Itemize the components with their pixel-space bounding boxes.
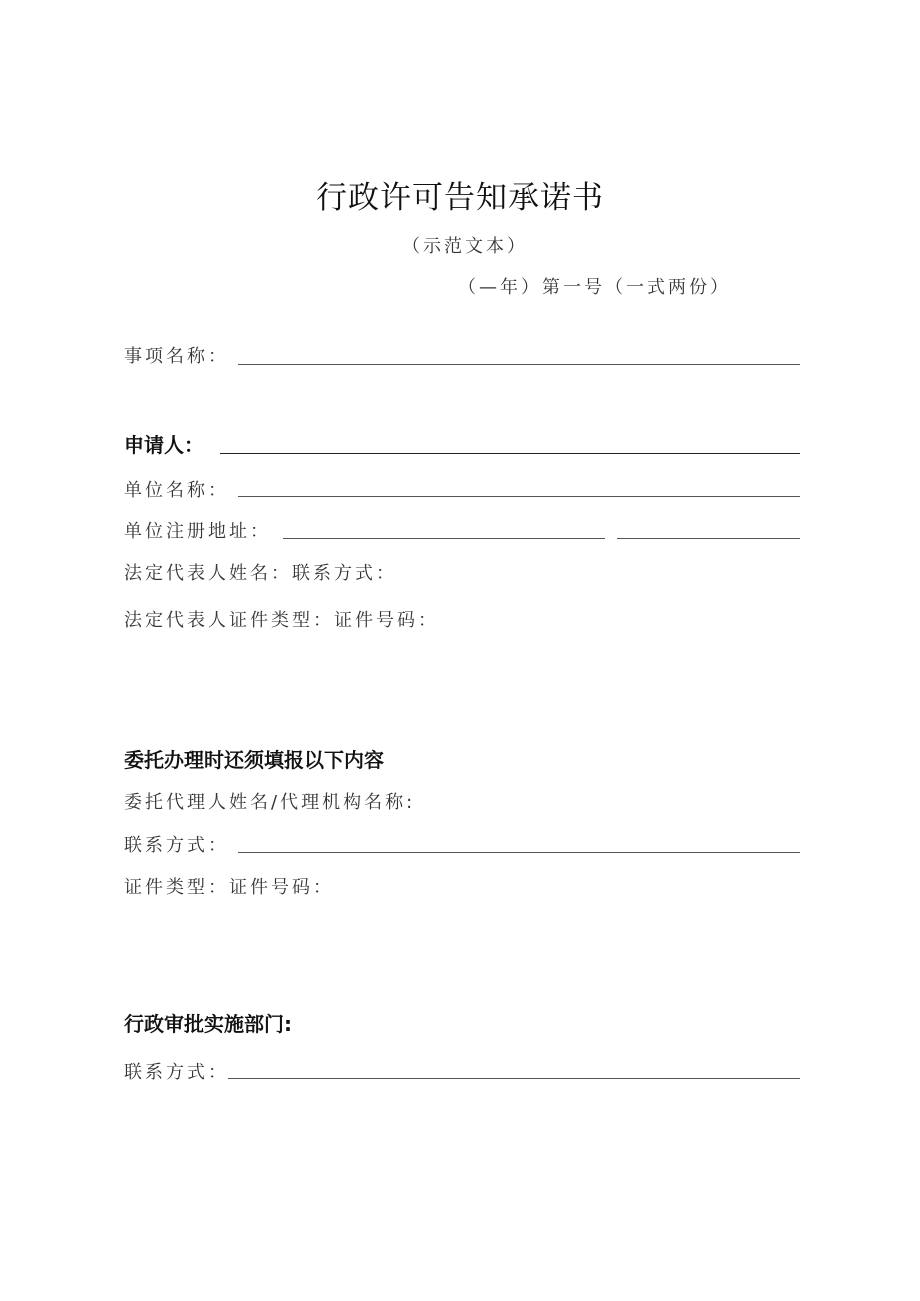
delegation-id-label: 证件类型：证件号码： <box>124 877 334 898</box>
unit-name-field-line[interactable] <box>238 496 800 497</box>
unit-address-label: 单位注册地址： <box>124 521 271 542</box>
applicant-heading: 申请人： <box>124 433 204 457</box>
legal-rep-id-row <box>124 604 439 632</box>
unit-name-label: 单位名称： <box>124 480 229 501</box>
unit-address-field-line-1[interactable] <box>283 538 605 539</box>
unit-name-row <box>124 474 229 502</box>
delegation-contact-row <box>124 829 229 857</box>
item-name-row <box>124 340 229 368</box>
department-heading: 行政审批实施部门: <box>124 1012 292 1036</box>
delegation-contact-field-line[interactable] <box>238 852 800 853</box>
delegation-heading-row <box>124 743 384 771</box>
agent-name-row <box>124 786 415 814</box>
agent-name-label: 委托代理人姓名/代理机构名称: <box>124 792 416 813</box>
delegation-id-row <box>124 871 334 899</box>
unit-address-row <box>124 515 271 543</box>
applicant-field-line[interactable] <box>220 453 800 454</box>
legal-rep-label: 法定代表人姓名：联系方式： <box>124 563 397 584</box>
department-heading-row <box>124 1007 292 1035</box>
unit-address-field-line-2[interactable] <box>617 538 800 539</box>
item-name-label: 事项名称： <box>124 346 229 367</box>
delegation-heading: 委托办理时还须填报以下内容 <box>124 748 384 772</box>
document-subtitle: （示范文本） <box>402 236 528 257</box>
applicant-heading-row <box>124 428 204 456</box>
department-contact-field-line[interactable] <box>228 1078 800 1079</box>
legal-rep-id-label: 法定代表人证件类型：证件号码： <box>124 610 439 631</box>
department-contact-row <box>124 1056 229 1084</box>
legal-rep-row <box>124 557 397 585</box>
delegation-contact-label: 联系方式： <box>124 835 229 856</box>
document-title: 行政许可告知承诺书 <box>316 180 604 216</box>
item-name-field-line[interactable] <box>238 364 800 365</box>
document-number: （—年）第一号（一式两份） <box>458 277 731 298</box>
department-contact-label: 联系方式： <box>124 1062 229 1083</box>
